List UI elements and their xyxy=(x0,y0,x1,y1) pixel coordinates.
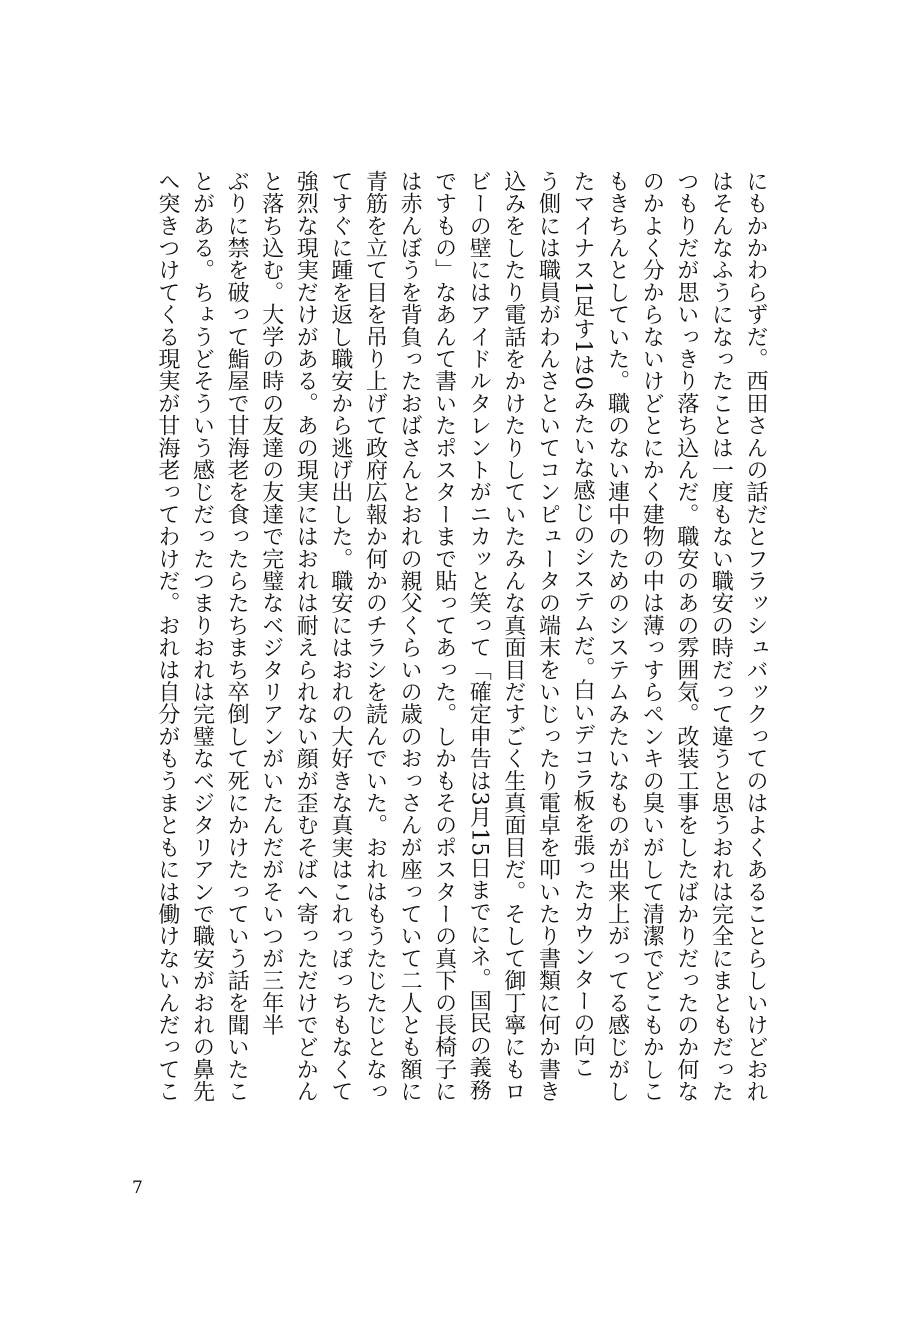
text-line: ぶりに禁を破って鮨屋で甘海老を食ったらたちまち卒倒して死にかけたっていう話を聞いたこ xyxy=(224,170,250,1103)
text-line: とがある。ちょうどそういう感じだったつまりおれは完璧なベジタリアンで職安がおれの鼻先 xyxy=(189,170,215,1103)
vertical-text-body xyxy=(112,170,772,1170)
text-line: 込みをしたり電話をかけたりしていたみんな真面目だすごく生真面目だ。そして御丁寧にもロ xyxy=(500,170,526,1103)
text-line: はそんなふうになったことは一度もない職安の時だって違うと思うおれは完全にまともだった xyxy=(708,170,734,1103)
text-line: へ突きつけてくる現実が甘海老ってわけだ。おれは自分がもうまともには働けないんだってこ xyxy=(154,170,180,1103)
text-line: う側には職員がわんさといてコンピュータの端末をいじったり電卓を叩いたり書類に何か書き xyxy=(535,170,561,1103)
text-line: ですもの」なあんて書いたポスターまで貼ってあった。しかもそのポスターの真下の長椅子に xyxy=(431,170,457,1103)
text-line: つもりだが思いっきり落ち込んだ。職安のあの雰囲気。改装工事をしたばかりだったのか何な xyxy=(673,170,699,1103)
text-line: 強烈な現実だけがある。あの現実にはおれは耐えられない顔が歪むそばへ寄っただけでどかん xyxy=(293,170,319,1103)
page-number: 7 xyxy=(132,1178,143,1198)
text-line: もきちんとしていた。職のない連中のためのシステムみたいなものが出来上がってる感じがし xyxy=(604,170,630,1103)
text-line: のかよく分からないけどとにかく建物の中は薄っすらペンキの臭いがして清潔でどこもかしこ xyxy=(639,170,665,1103)
text-line: は赤んぼうを背負ったおばさんとおれの親父くらいの歳のおっさんが座っていて二人とも額に xyxy=(397,170,423,1103)
text-line: たマイナス1足す1は0みたいな感じのシステムだ。白いデコラ板を張ったカウンターの向こ xyxy=(570,170,596,1079)
text-line: てすぐに踵を返し職安から逃げ出した。職安にはおれの大好きな真実はこれっぽっちもなくて xyxy=(327,170,353,1103)
text-line: ビーの壁にはアイドルタレントがニカッと笑って「確定申告は3月15日までにネ。国民の義務 xyxy=(466,170,492,1101)
text-line: 青筋を立て目を吊り上げて政府広報か何かのチラシを読んでいた。おれはもうたじたじとなっ xyxy=(362,170,388,1103)
text-line: と落ち込む。大学の時の友達の友達で完璧なベジタリアンがいたんだがそいつが三年半 xyxy=(258,170,284,1036)
text-line: にもかかわらずだ。西田さんの話だとフラッシュバックってのはよくあることらしいけどおれ xyxy=(743,170,768,1103)
